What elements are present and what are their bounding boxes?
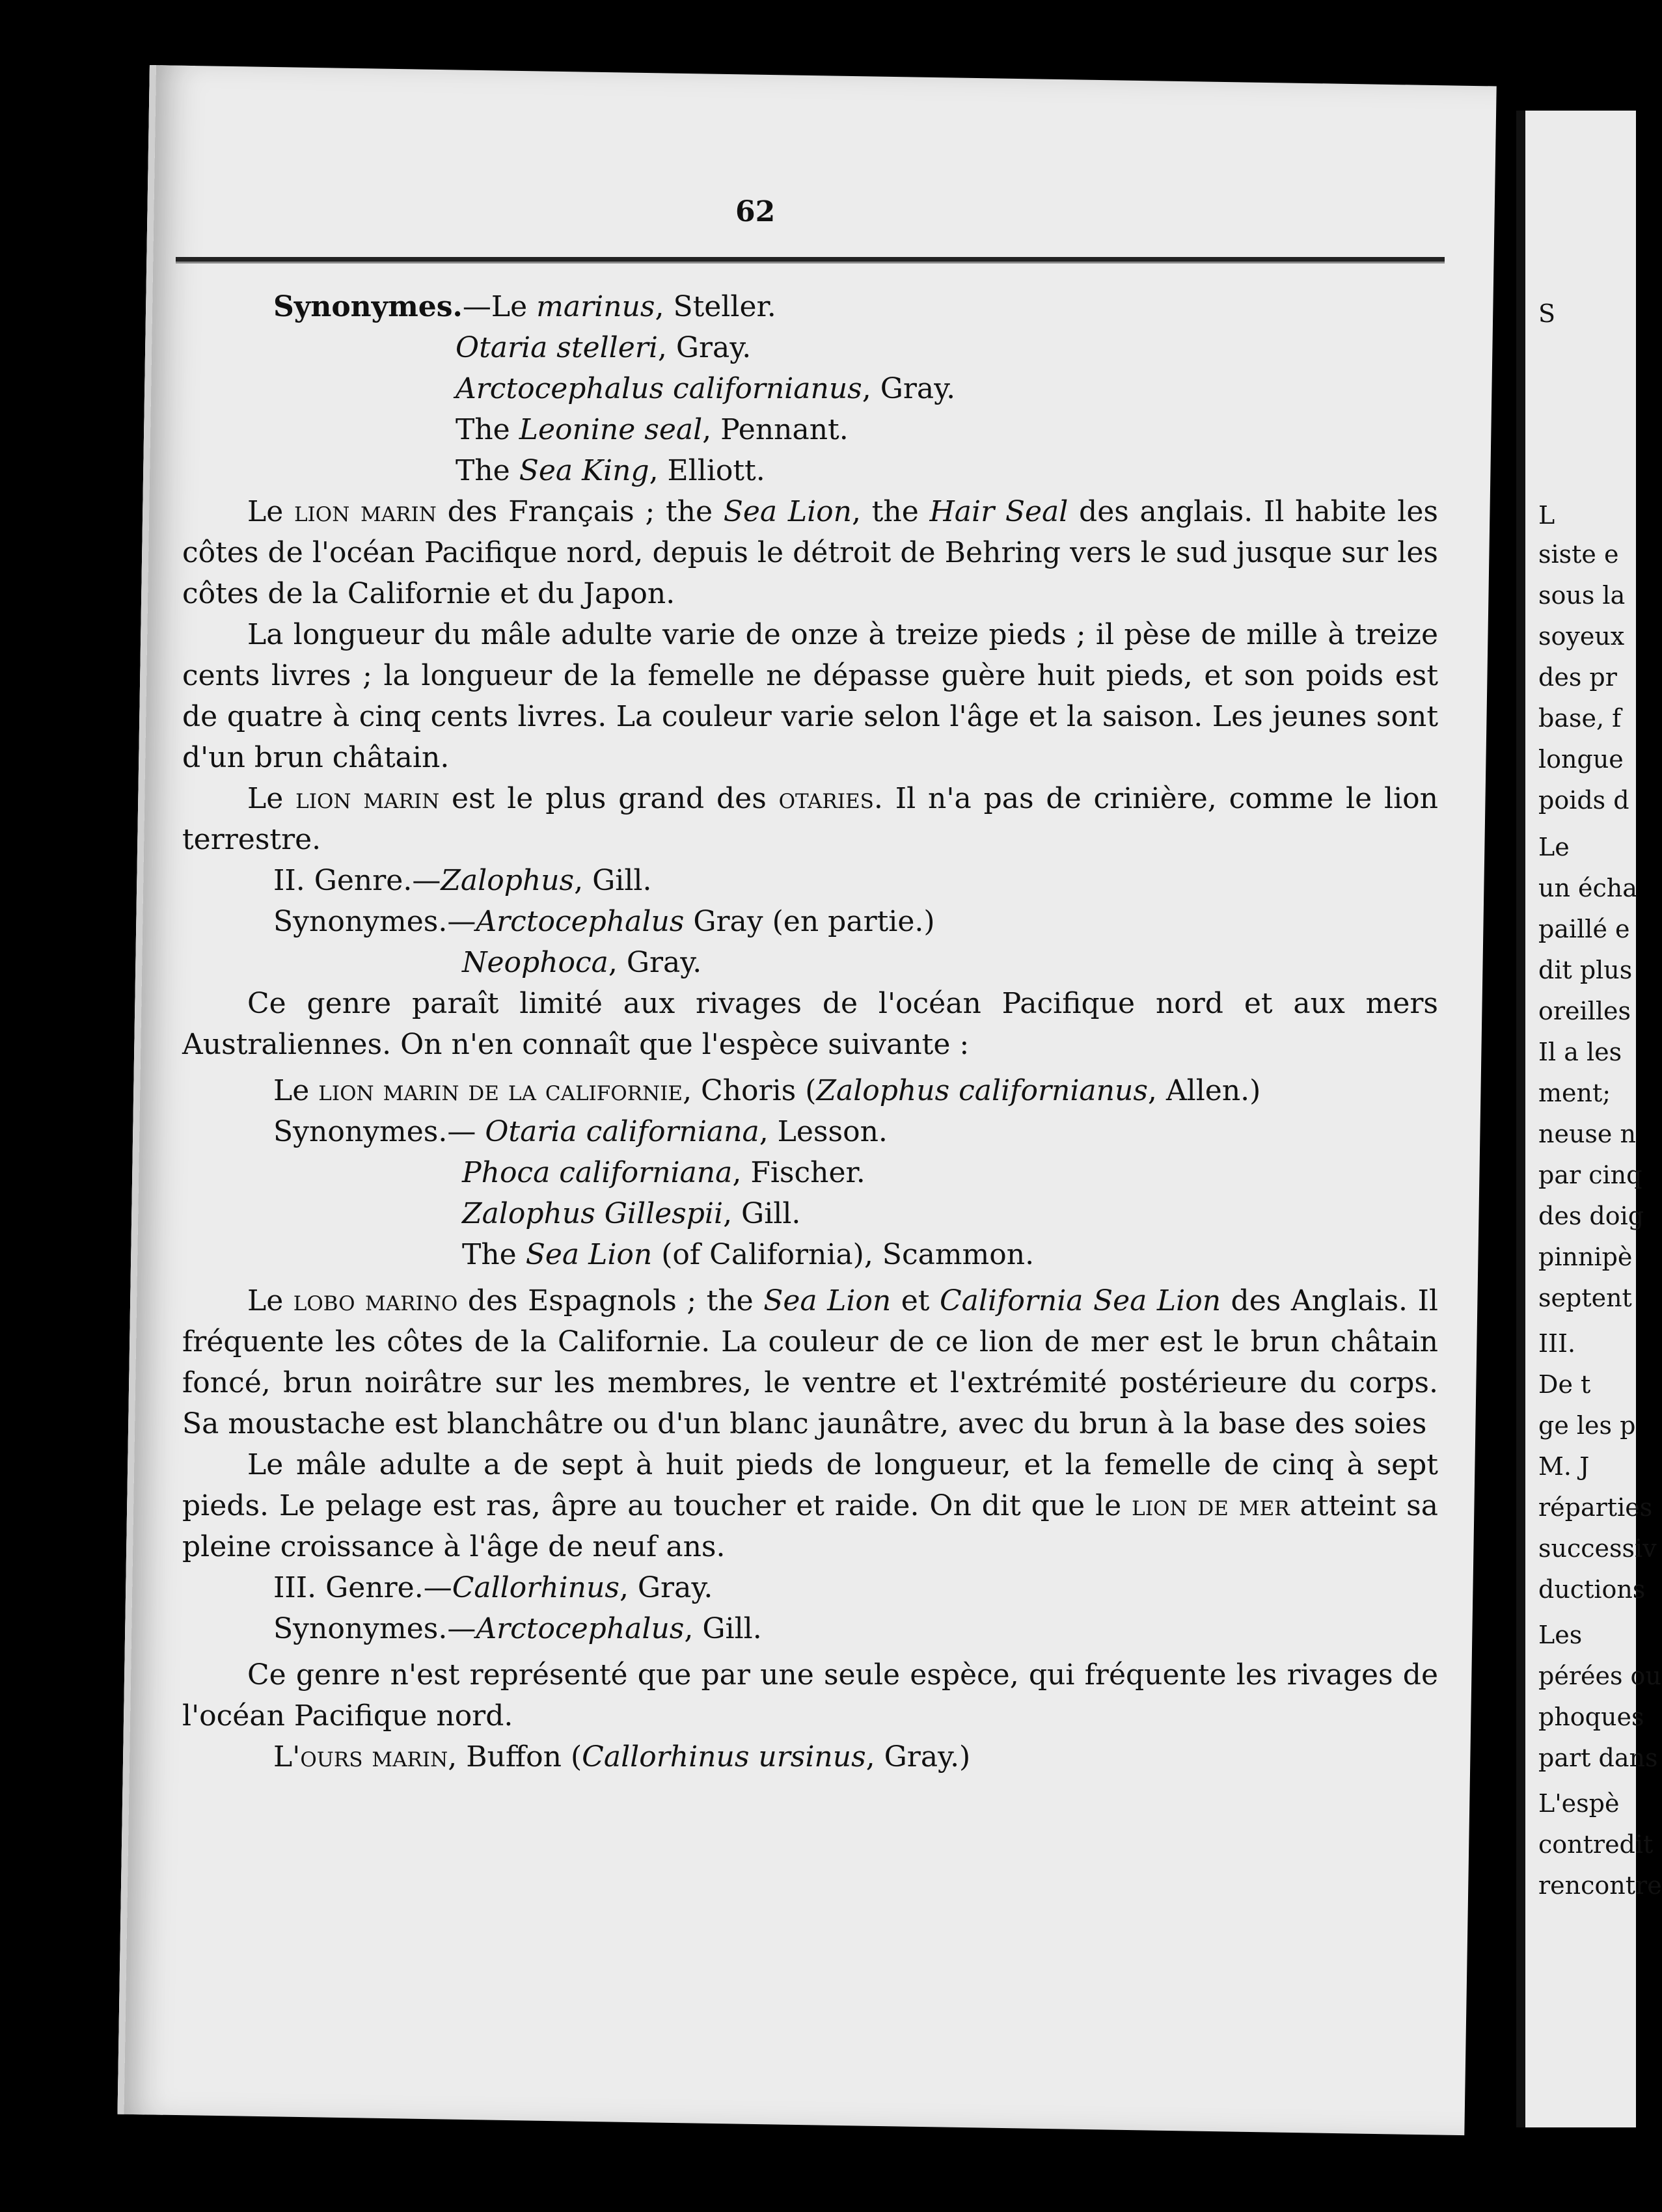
adjacent-page-text: pinnipè [1538,1243,1633,1271]
text-line: Neophoca, Gray. [462,946,702,979]
adjacent-page-text: Il a les [1538,1038,1622,1066]
adjacent-page-text: Le [1538,833,1570,861]
adjacent-page-text: ment; [1538,1079,1611,1107]
text-line: The Sea King, Elliott. [456,454,765,487]
adjacent-page-text: III. [1538,1329,1576,1358]
adjacent-page-text: part dans [1538,1744,1658,1772]
text-line: III. Genre.—Callorhinus, Gray. [273,1571,713,1604]
adjacent-page-text: dit plus [1538,956,1633,984]
text-line: The Sea Lion (of California), Scammon. [462,1238,1035,1271]
text-line: Synonymes.—Arctocephalus, Gill. [273,1612,762,1645]
adjacent-page-text: pérées ou [1538,1662,1661,1690]
text-line: Phoca californiana, Fischer. [462,1156,865,1189]
adjacent-page-text: L'espè [1538,1789,1620,1818]
adjacent-page-text: sous la [1538,581,1626,610]
adjacent-page-text: rencontre [1538,1871,1662,1900]
adjacent-page-text: un écha [1538,874,1637,902]
text-line: Le lion marin de la californie, Choris (Zalophus californianus, Allen.) [273,1074,1261,1107]
adjacent-page-text: siste e [1538,540,1619,569]
page-text [182,286,1438,1777]
adjacent-page-text: M. J [1538,1452,1590,1481]
header-rule [176,257,1445,263]
adjacent-page-text: S [1538,299,1556,328]
text-line: Synonymes.—Arctocephalus Gray (en partie.) [273,905,935,938]
adjacent-page-text: successiv [1538,1534,1657,1563]
adjacent-page-text: phoques [1538,1703,1644,1731]
adjacent-page-text: contredit [1538,1830,1654,1859]
adjacent-page-text: par cinq [1538,1161,1642,1189]
adjacent-page-text: L [1538,501,1555,530]
text-line: La longueur du mâle adulte varie de onze à treize pieds ; il pèse de mille à treize cents livres ; la longueur de la femelle ne dépasse guère huit pieds, et son poids est de quatre à cinq cents livres. La couleur varie selon l'âge et la saison. Les jeunes sont d'un brun châtain. [182,618,1438,774]
adjacent-page-text: poids d [1538,786,1629,815]
adjacent-page-text: base, f [1538,704,1622,733]
adjacent-page-text: des pr [1538,663,1617,692]
adjacent-page-text: Les [1538,1621,1583,1649]
text-line: Otaria stelleri, Gray. [456,331,752,364]
text-line: Le lobo marino des Espagnols ; the Sea Lion et California Sea Lion des Anglais. Il fréquente les côtes de la Californie. La couleur de ce lion de mer est le brun châtain foncé, brun noirâtre sur les membres, le ventre et l'extrémité postérieure du corps. Sa moustache est blanchâtre ou d'un blanc jaunâtre, avec du brun à la base des soies [182,1284,1438,1440]
adjacent-page-fragment [1516,111,1662,2127]
text-line: Le mâle adulte a de sept à huit pieds de longueur, et la femelle de cinq à sept pieds. Le pelage est ras, âpre au toucher et raide. On dit que le lion de mer atteint sa pleine croissance à l'âge de neuf ans. [182,1448,1438,1563]
text-line: Synonymes.— Otaria californiana, Lesson. [273,1115,888,1148]
adjacent-page-text: longue [1538,745,1624,774]
text-line: II. Genre.—Zalophus, Gill. [273,864,652,897]
text-line: Le lion marin des Français ; the Sea Lion, the Hair Seal des anglais. Il habite les côtes de l'océan Pacifique nord, depuis le détroit de Behring vers le sud jusque sur les côtes de la Californie et du Japon. [182,495,1438,610]
text-line: L'ours marin, Buffon (Callorhinus ursinus, Gray.) [273,1740,971,1774]
adjacent-page-text: septent [1538,1284,1632,1312]
text-line: Synonymes.—Le marinus, Steller. [273,290,776,323]
adjacent-page-text: soyeux [1538,622,1625,651]
adjacent-page-text: des doig [1538,1202,1644,1230]
adjacent-page-text: ductions [1538,1575,1646,1604]
adjacent-page-text: De t [1538,1370,1591,1399]
text-line: Ce genre paraît limité aux rivages de l'océan Pacifique nord et aux mers Australiennes. On n'en connaît que l'espèce suivante : [182,987,1438,1061]
text-line: Zalophus Gillespii, Gill. [462,1197,801,1230]
text-line: Le lion marin est le plus grand des otaries. Il n'a pas de crinière, comme le lion terrestre. [182,782,1438,856]
text-line: Arctocephalus californianus, Gray. [456,372,956,405]
adjacent-page-text: paillé e [1538,915,1630,943]
text-line: The Leonine seal, Pennant. [456,413,849,446]
adjacent-page-text: neuse n [1538,1120,1636,1148]
text-line: Ce genre n'est représenté que par une seule espèce, qui fréquente les rivages de l'océan Pacifique nord. [182,1658,1438,1733]
page-number: 62 [735,195,776,228]
adjacent-page-text: réparties [1538,1493,1653,1522]
adjacent-page-text: oreilles [1538,997,1631,1025]
adjacent-page-text: ge les p [1538,1411,1636,1440]
